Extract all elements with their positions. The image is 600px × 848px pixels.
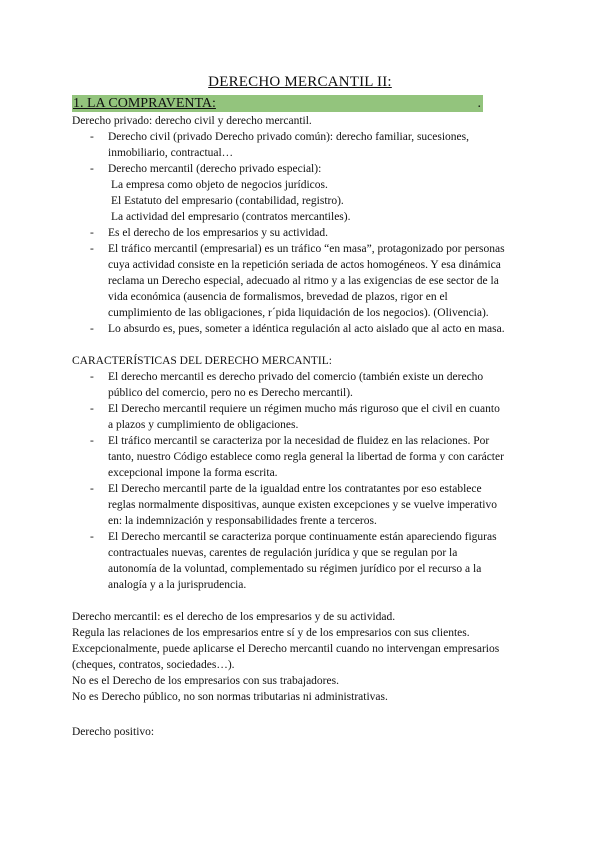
- section-heading-compraventa: [72, 95, 483, 112]
- list-item: - El tráfico mercantil se caracteriza por la necesidad de fluidez en las relaciones. Por tanto, nuestro Código establece como regla general la libertad de forma y con carácter excepcional impone la forma escrita.: [72, 433, 532, 481]
- section2-list: [72, 369, 532, 593]
- paragraph-line: (cheques, contratos, sociedades…).: [72, 659, 235, 671]
- list-item: - Es el derecho de los empresarios y su actividad.: [72, 225, 532, 241]
- document-title: DERECHO MERCANTIL II:: [208, 74, 392, 90]
- section1-body: [72, 113, 532, 337]
- list-item: - Derecho civil (privado Derecho privado común): derecho familiar, sucesiones, inmobiliario, contractual…: [72, 129, 532, 161]
- section2-body: [72, 353, 532, 593]
- section-heading-trail: .: [477, 96, 481, 111]
- paragraph-line: No es Derecho público, no son normas tributarias ni administrativas.: [72, 691, 388, 703]
- closing-line: [72, 724, 532, 740]
- section1-list: [72, 129, 532, 337]
- paragraph-line: Excepcionalmente, puede aplicarse el Derecho mercantil cuando no intervengan empresarios: [72, 643, 500, 655]
- paragraph-line: No es el Derecho de los empresarios con sus trabajadores.: [72, 675, 339, 687]
- list-item: - Derecho mercantil (derecho privado especial): La empresa como objeto de negocios jurídicos. El Estatuto del empresario (contabilidad, registro). La actividad del empresario (contratos mercantiles).: [72, 161, 532, 225]
- list-item: - El tráfico mercantil (empresarial) es un tráfico “en masa”, protagonizado por personas cuya actividad consiste en la repetición seriada de actos homogéneos. Y esa dinámica reclama un Derecho especial, adecuado al ritmo y a las exigencias de ese sector de la vida económica (ausencia de formalismos, brevedad de plazos, rigor en el cumplimiento de las obligaciones, r´pida liquidación de los negocios). (Olivencia).: [72, 241, 532, 321]
- list-item: - El Derecho mercantil parte de la igualdad entre los contratantes por eso establece reglas normalmente dispositivas, aunque existen excepciones y se vuelve imperativo en: la indemnización y responsabilidades frente a terceros.: [72, 481, 532, 529]
- definition-paragraphs: [72, 609, 532, 705]
- list-item: - Lo absurdo es, pues, someter a idéntica regulación al acto aislado que al acto en masa.: [72, 321, 532, 337]
- paragraph-line: Derecho mercantil: es el derecho de los empresarios y de su actividad.: [72, 611, 396, 623]
- list-item: - El derecho mercantil es derecho privado del comercio (también existe un derecho público del comercio, pero no es Derecho mercantil).: [72, 369, 532, 401]
- list-item: - El Derecho mercantil requiere un régimen mucho más riguroso que el civil en cuanto a plazos y cumplimiento de obligaciones.: [72, 401, 532, 433]
- list-item: - El Derecho mercantil se caracteriza porque continuamente están apareciendo figuras contractuales nuevas, carentes de regulación jurídica y que se regulan por la autonomía de la voluntad, complementado su régimen jurídico por el recurso a la analogía y a la jurisprudencia.: [72, 529, 532, 593]
- section-heading-label: 1. LA COMPRAVENTA:: [73, 96, 216, 111]
- section2-heading: CARACTERÍSTICAS DEL DERECHO MERCANTIL:: [72, 355, 332, 367]
- section1-intro: Derecho privado: derecho civil y derecho mercantil.: [72, 115, 312, 127]
- closing-heading: Derecho positivo:: [72, 726, 155, 738]
- paragraph-line: Regula las relaciones de los empresarios entre sí y de los empresarios con sus clientes.: [72, 627, 470, 639]
